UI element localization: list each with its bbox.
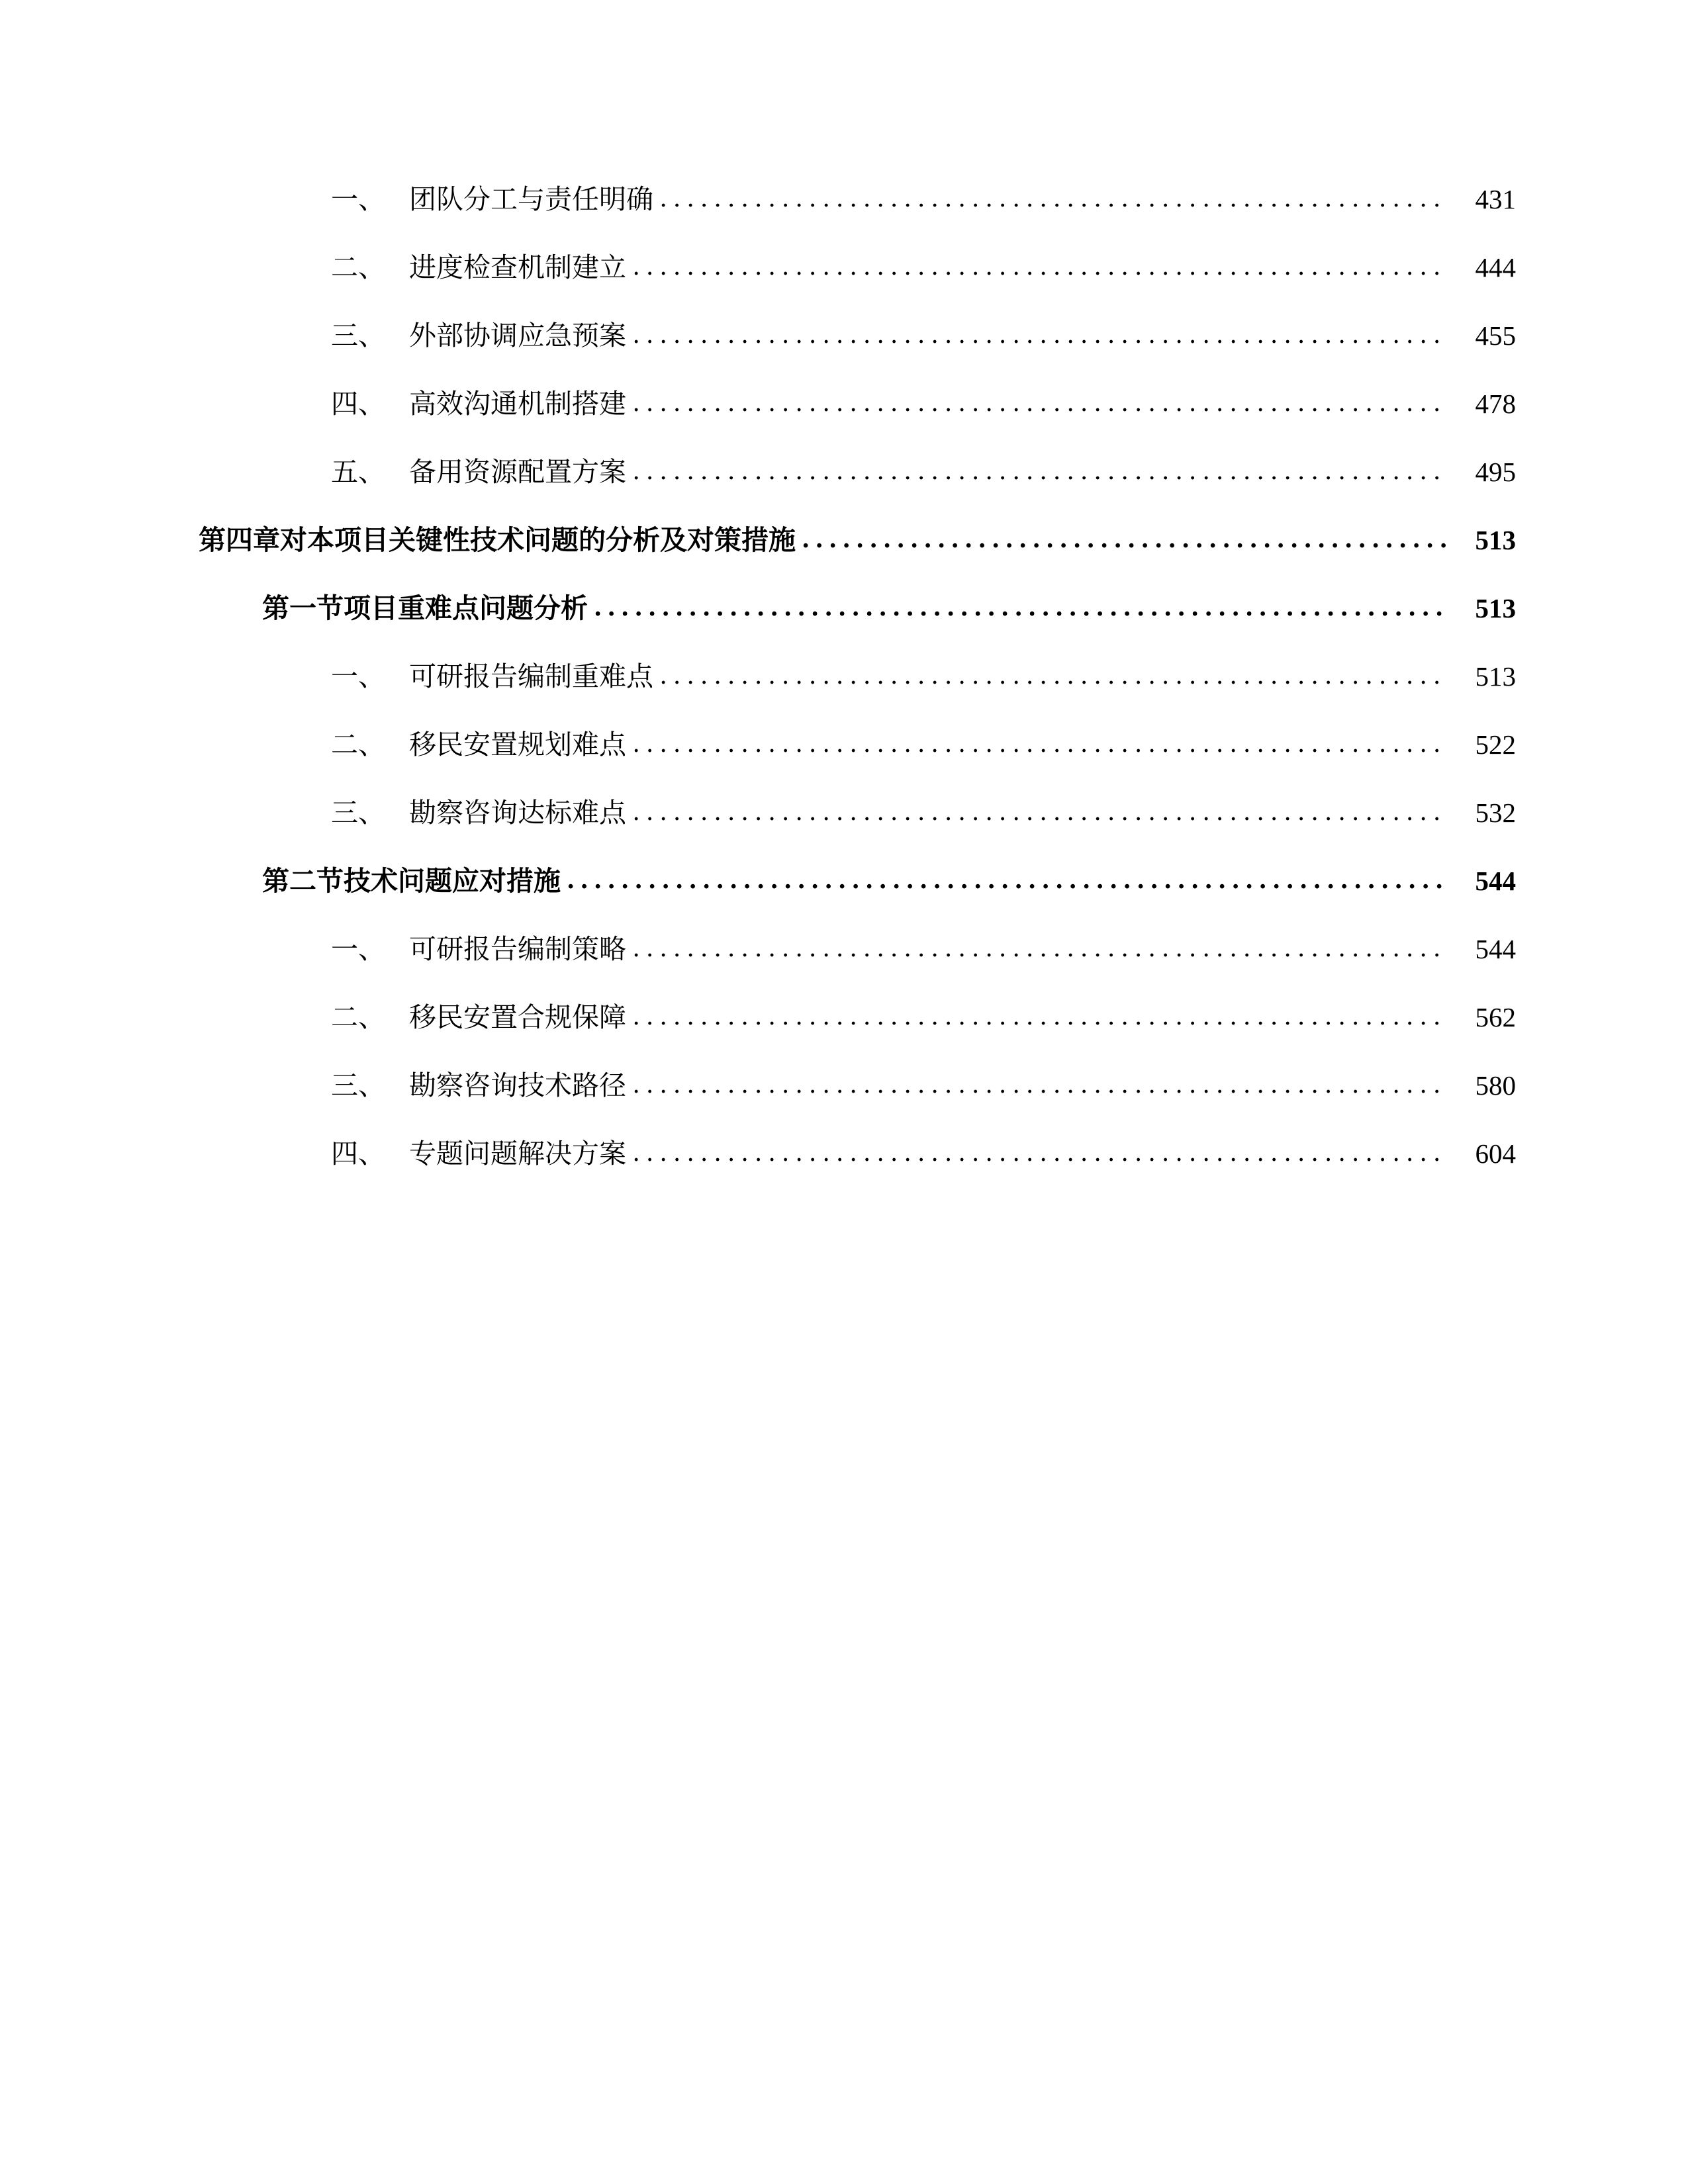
toc-entry[interactable] [199, 1052, 1516, 1120]
toc-entry-title: 勘察咨询达标难点 [409, 797, 626, 828]
toc-entry-marker: 二、 [331, 729, 385, 760]
toc-entry-marker: 一、 [331, 934, 385, 964]
toc-entry-marker: 三、 [331, 1070, 385, 1101]
toc-leader-dots [633, 436, 1448, 504]
toc-entry-title: 高效沟通机制搭建 [409, 388, 626, 419]
toc-entry-label [331, 438, 626, 506]
toc-entry[interactable] [199, 165, 1516, 234]
toc-entry[interactable] [199, 506, 1516, 574]
toc-entry[interactable] [199, 983, 1516, 1052]
toc-leader-dots [633, 981, 1448, 1050]
toc-entry-marker: 一、 [331, 661, 385, 692]
toc-entry-marker: 第二节 [262, 866, 344, 896]
toc-entry-marker: 二、 [331, 1002, 385, 1032]
toc-leader-dots [633, 1118, 1448, 1186]
toc-entry-label [331, 779, 626, 847]
toc-page-number: 604 [1475, 1138, 1516, 1169]
toc-entry[interactable] [199, 915, 1516, 983]
toc-leader-dots [633, 368, 1448, 436]
toc-leader-dots [633, 913, 1448, 981]
toc-page-number: 513 [1475, 661, 1516, 692]
toc-leader-dots [633, 232, 1448, 300]
toc-entry-title: 移民安置规划难点 [409, 729, 626, 760]
toc-leader-dots [802, 504, 1448, 572]
toc-entry-title: 进度检查机制建立 [409, 252, 626, 283]
toc-entry-title: 备用资源配置方案 [409, 457, 626, 487]
toc-entry[interactable] [199, 234, 1516, 302]
toc-entry-label [331, 165, 653, 234]
toc-entry-title: 可研报告编制策略 [409, 934, 626, 964]
toc-entry-marker: 二、 [331, 252, 385, 283]
toc-entry-title: 专题问题解决方案 [409, 1138, 626, 1169]
table-of-contents [199, 165, 1516, 1188]
toc-leader-dots [660, 641, 1448, 709]
toc-entry[interactable] [199, 779, 1516, 847]
toc-entry-title: 可研报告编制重难点 [409, 661, 653, 692]
toc-entry-label [331, 302, 626, 370]
toc-page-number: 544 [1475, 934, 1516, 964]
toc-leader-dots [633, 709, 1448, 777]
toc-entry-title: 勘察咨询技术路径 [409, 1070, 626, 1101]
toc-entry-marker: 三、 [331, 320, 385, 351]
toc-entry[interactable] [199, 438, 1516, 506]
toc-entry-label [199, 506, 796, 574]
toc-entry-title: 技术问题应对措施 [344, 866, 561, 896]
toc-entry-title: 外部协调应急预案 [409, 320, 626, 351]
toc-entry-label [331, 234, 626, 302]
toc-leader-dots [633, 1050, 1448, 1118]
toc-entry-label [262, 847, 561, 915]
toc-page-number: 431 [1475, 184, 1516, 214]
toc-page-number: 522 [1475, 729, 1516, 760]
toc-page-number: 513 [1475, 525, 1516, 555]
toc-page-number: 478 [1475, 388, 1516, 419]
toc-entry-marker: 三、 [331, 797, 385, 828]
toc-entry[interactable] [199, 643, 1516, 711]
toc-leader-dots [594, 572, 1448, 641]
toc-entry-label [331, 711, 626, 779]
toc-page-number: 513 [1475, 593, 1516, 623]
toc-entry-label [331, 1120, 626, 1188]
toc-entry-label [331, 915, 626, 983]
toc-entry-marker: 一、 [331, 184, 385, 214]
toc-page-number: 580 [1475, 1070, 1516, 1101]
toc-entry-label [262, 574, 588, 643]
toc-page-number: 544 [1475, 866, 1516, 896]
toc-entry-marker: 五、 [331, 457, 385, 487]
toc-entry[interactable] [199, 574, 1516, 643]
toc-entry-label [331, 370, 626, 438]
toc-entry[interactable] [199, 711, 1516, 779]
toc-page-number: 495 [1475, 457, 1516, 487]
toc-leader-dots [633, 777, 1448, 845]
toc-entry-title: 对本项目关键性技术问题的分析及对策措施 [280, 525, 796, 555]
toc-entry-label [331, 983, 626, 1052]
toc-entry[interactable] [199, 302, 1516, 370]
toc-entry[interactable] [199, 370, 1516, 438]
toc-entry-marker: 第四章 [199, 525, 280, 555]
toc-leader-dots [660, 163, 1448, 232]
toc-entry-marker: 第一节 [262, 593, 344, 623]
toc-page-number: 532 [1475, 797, 1516, 828]
toc-entry[interactable] [199, 1120, 1516, 1188]
toc-page-number: 455 [1475, 320, 1516, 351]
toc-entry-label [331, 643, 653, 711]
toc-entry-title: 移民安置合规保障 [409, 1002, 626, 1032]
toc-entry-marker: 四、 [331, 388, 385, 419]
toc-leader-dots [633, 300, 1448, 368]
toc-entry-marker: 四、 [331, 1138, 385, 1169]
toc-page-number: 444 [1475, 252, 1516, 283]
toc-entry-label [331, 1052, 626, 1120]
toc-entry[interactable] [199, 847, 1516, 915]
toc-leader-dots [567, 845, 1448, 913]
toc-entry-title: 项目重难点问题分析 [344, 593, 588, 623]
toc-page-number: 562 [1475, 1002, 1516, 1032]
toc-entry-title: 团队分工与责任明确 [409, 184, 653, 214]
